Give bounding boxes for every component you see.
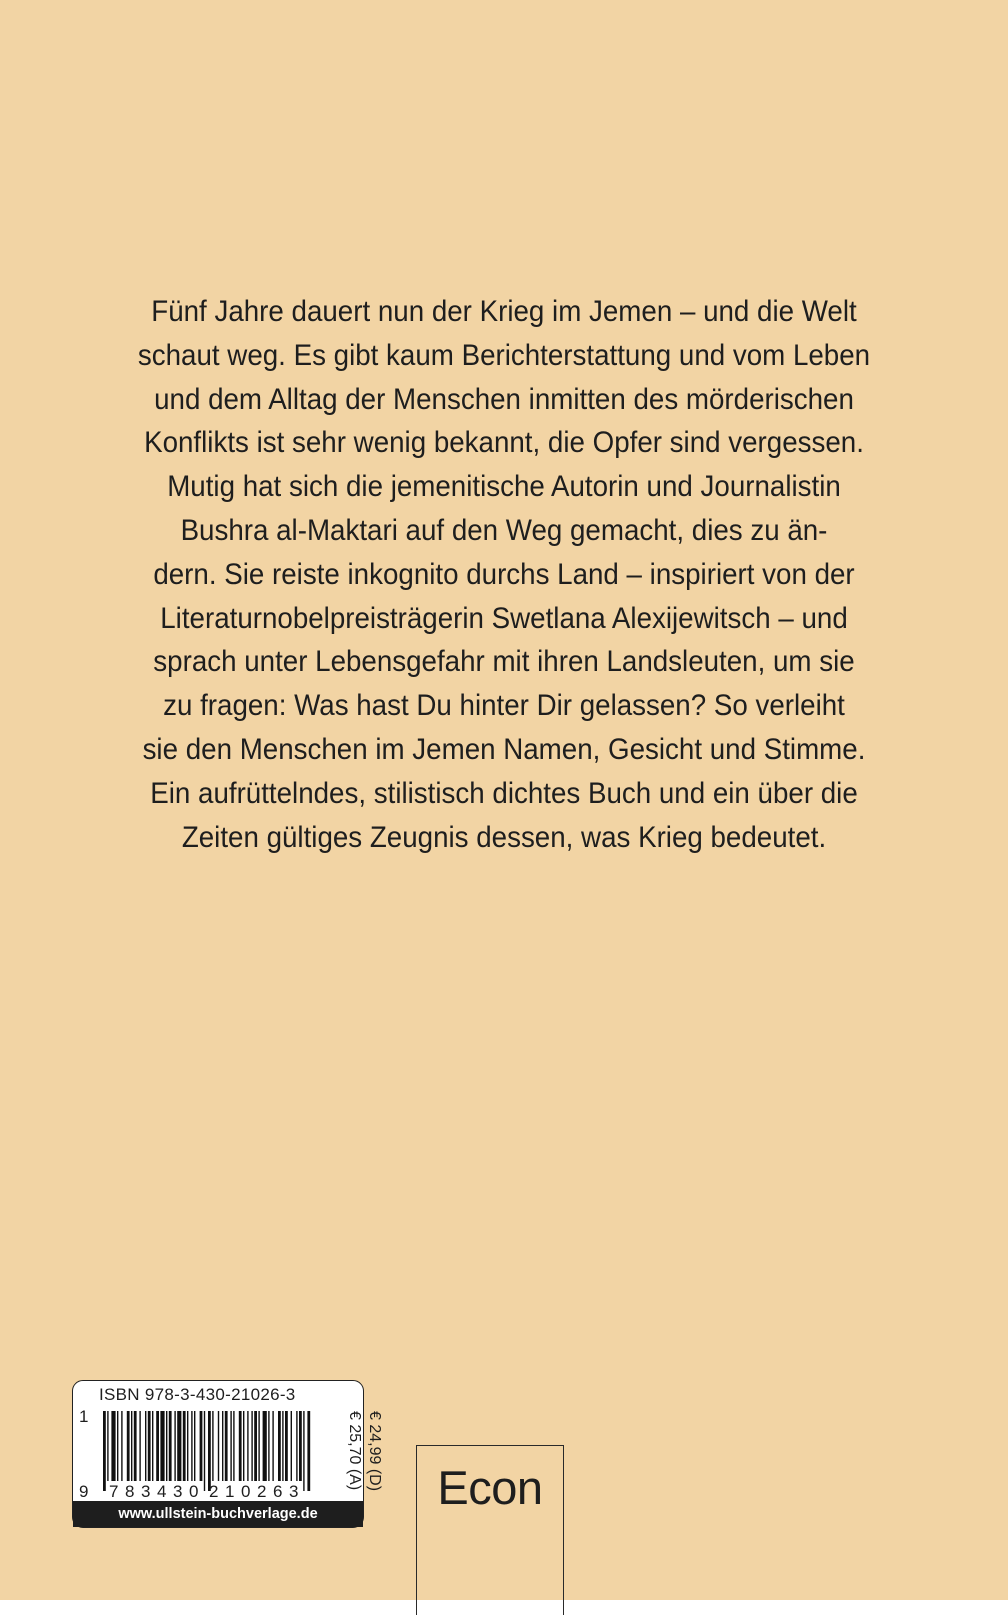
barcode-digit: 6 — [273, 1482, 283, 1501]
barcode-label — [72, 1380, 383, 1528]
barcode-digit: 2 — [257, 1482, 267, 1501]
barcode-digit: 7 — [109, 1482, 119, 1501]
barcode-digit: 2 — [209, 1482, 219, 1501]
barcode-bars — [103, 1411, 311, 1491]
barcode-digit: 0 — [241, 1482, 251, 1501]
price-column — [323, 1411, 403, 1491]
blurb-text — [117, 290, 892, 859]
blurb-line: Mutig hat sich die jemenitische Autorin und Journalistin — [167, 470, 841, 504]
price-germany: € 24,99 (D) — [366, 1411, 383, 1492]
barcode-digit: 8 — [125, 1482, 135, 1501]
barcode-digit: 4 — [157, 1482, 167, 1501]
blurb-line: zu fragen: Was hast Du hinter Dir gelassen? So verleiht — [163, 689, 845, 723]
blurb-line: Bushra al-Maktari auf den Weg gemacht, dies zu än- — [180, 513, 828, 547]
publisher-url[interactable]: www.ullstein-buchverlage.de — [73, 1501, 363, 1527]
barcode-digit: 3 — [173, 1482, 183, 1501]
blurb-line: Ein aufrüttelndes, stilistisch dichtes Buch und ein über die — [150, 776, 858, 810]
price-austria: € 25,70 (A) — [346, 1411, 363, 1491]
isbn-number: ISBN 978-3-430-21026-3 — [99, 1385, 296, 1404]
publisher-logo: Econ — [437, 1461, 543, 1514]
blurb-line: sie den Menschen im Jemen Namen, Gesicht und Stimme. — [142, 732, 866, 766]
publisher-logo-box — [416, 1445, 564, 1615]
barcode-digit: 3 — [289, 1482, 299, 1501]
blurb-line: Zeiten gültiges Zeugnis dessen, was Krieg bedeutet. — [181, 820, 827, 854]
blurb-line: Fünf Jahre dauert nun der Krieg im Jemen – und die Welt — [151, 295, 857, 328]
blurb-line: und dem Alltag der Menschen inmitten des mörderischen — [154, 382, 854, 416]
barcode-digit: 3 — [141, 1482, 151, 1501]
blurb-line: sprach unter Lebensgefahr mit ihren Landsleuten, um sie — [153, 645, 855, 679]
barcode-digit: 9 — [79, 1482, 89, 1501]
barcode-guard-digit: 1 — [79, 1407, 89, 1426]
blurb-line: Literaturnobelpreisträgerin Swetlana Alexijewitsch – und — [160, 601, 848, 635]
barcode-digit: 1 — [225, 1482, 235, 1501]
blurb-line: schaut weg. Es gibt kaum Berichterstattung und vom Leben — [137, 338, 871, 372]
blurb-line: Konflikts ist sehr wenig bekannt, die Opfer sind vergessen. — [144, 426, 864, 460]
blurb-line: dern. Sie reiste inkognito durchs Land – inspiriert von der — [153, 557, 855, 591]
barcode-digit: 0 — [189, 1482, 199, 1501]
